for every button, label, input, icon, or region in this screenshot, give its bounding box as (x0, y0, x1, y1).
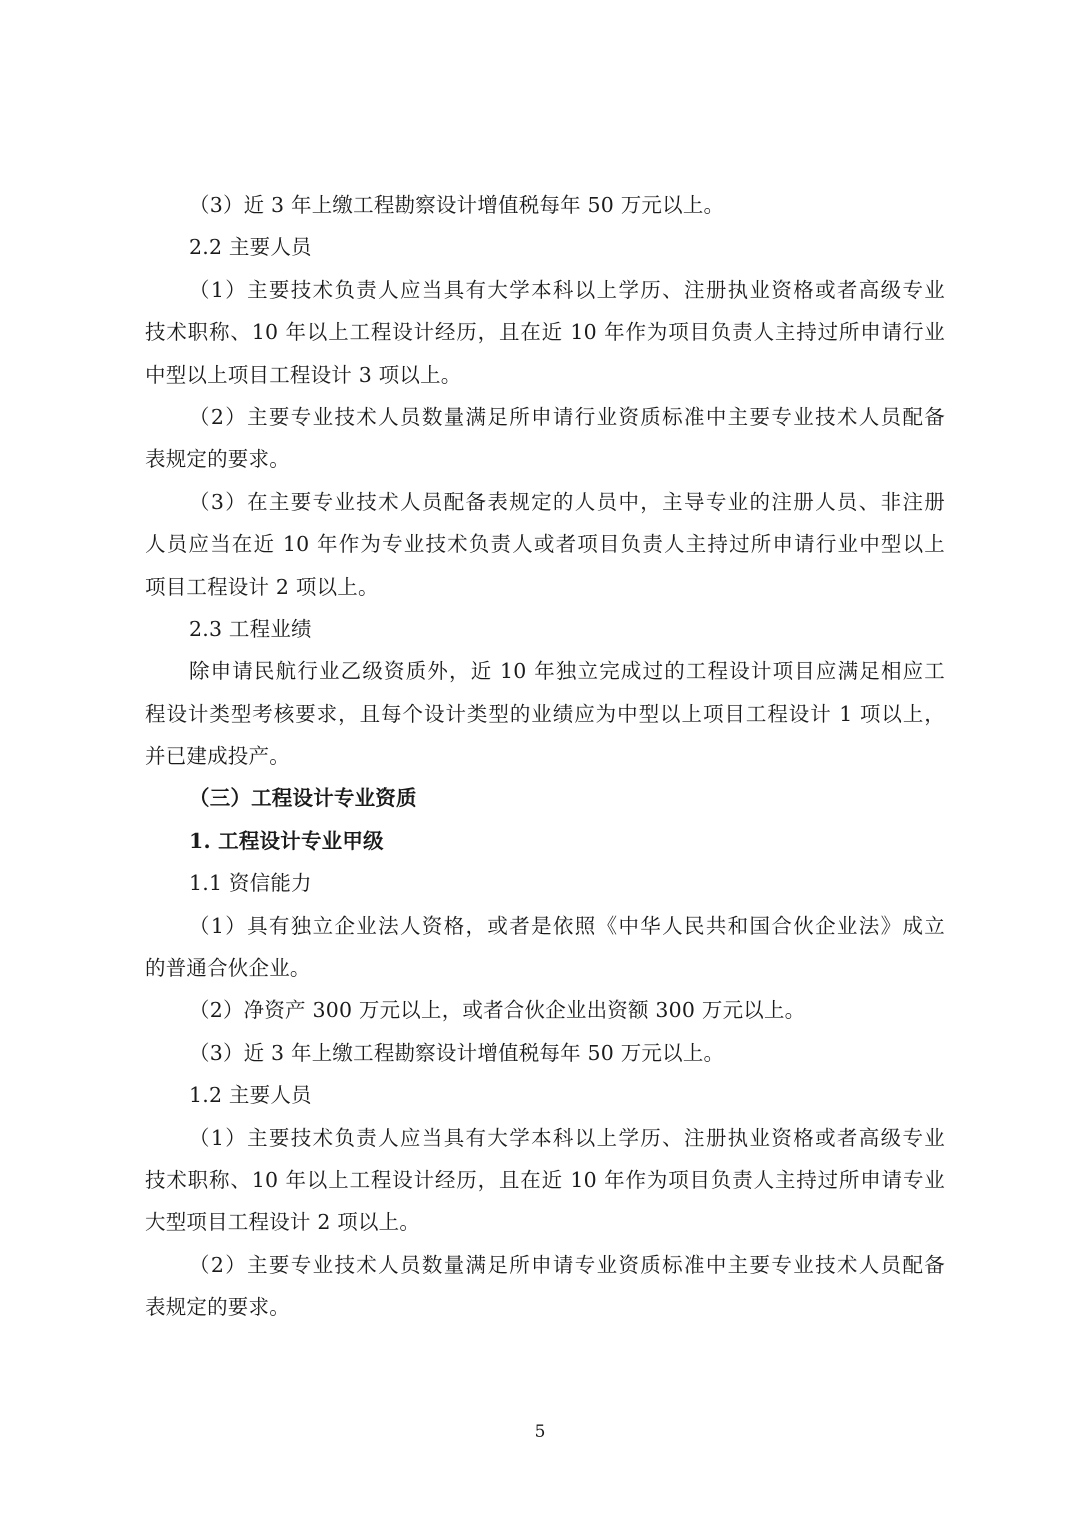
text-line: （1）具有独立企业法人资格，或者是依照《中华人民共和国合伙企业法》成立 (189, 913, 945, 938)
text-line: 2.2 主要人员 (189, 235, 312, 260)
text-line: 并已建成投产。 (145, 744, 290, 769)
text-line: （2）净资产 300 万元以上，或者合伙企业出资额 300 万元以上。 (189, 998, 806, 1023)
text-line: 中型以上项目工程设计 3 项以上。 (145, 362, 462, 387)
text-line: 项目工程设计 2 项以上。 (145, 574, 379, 599)
section-heading: 1. 工程设计专业甲级 (189, 828, 384, 853)
text-line: （1）主要技术负责人应当具有大学本科以上学历、注册执业资格或者高级专业 (189, 277, 945, 302)
document-body (145, 184, 945, 1329)
section-heading: （三）工程设计专业资质 (189, 786, 417, 811)
text-line: 1.1 资信能力 (189, 871, 312, 896)
text-line: 2.3 工程业绩 (189, 616, 312, 641)
text-line: 1.2 主要人员 (189, 1083, 312, 1108)
text-line: （2）主要专业技术人员数量满足所申请专业资质标准中主要专业技术人员配备 (189, 1252, 945, 1277)
text-line: （3）近 3 年上缴工程勘察设计增值税每年 50 万元以上。 (189, 193, 725, 217)
text-line: （1）主要技术负责人应当具有大学本科以上学历、注册执业资格或者高级专业 (189, 1125, 945, 1150)
text-line: 表规定的要求。 (145, 1295, 290, 1320)
text-line: （2）主要专业技术人员数量满足所申请行业资质标准中主要专业技术人员配备 (189, 404, 945, 429)
text-line: （3）在主要专业技术人员配备表规定的人员中，主导专业的注册人员、非注册 (189, 489, 945, 514)
text-line: 程设计类型考核要求，且每个设计类型的业绩应为中型以上项目工程设计 1 项以上， (145, 701, 945, 726)
text-line: 人员应当在近 10 年作为专业技术负责人或者项目负责人主持过所申请行业中型以上 (145, 532, 945, 557)
text-line: （3）近 3 年上缴工程勘察设计增值税每年 50 万元以上。 (189, 1040, 725, 1065)
text-line: 表规定的要求。 (145, 447, 290, 472)
text-line: 除申请民航行业乙级资质外，近 10 年独立完成过的工程设计项目应满足相应工 (189, 659, 945, 684)
text-line: 技术职称、10 年以上工程设计经历，且在近 10 年作为项目负责人主持过所申请专业 (145, 1167, 945, 1192)
text-line: 技术职称、10 年以上工程设计经历，且在近 10 年作为项目负责人主持过所申请行业 (145, 320, 945, 345)
page-number: 5 (534, 1422, 546, 1442)
text-line: 的普通合伙企业。 (145, 956, 311, 981)
text-line: 大型项目工程设计 2 项以上。 (145, 1210, 421, 1235)
